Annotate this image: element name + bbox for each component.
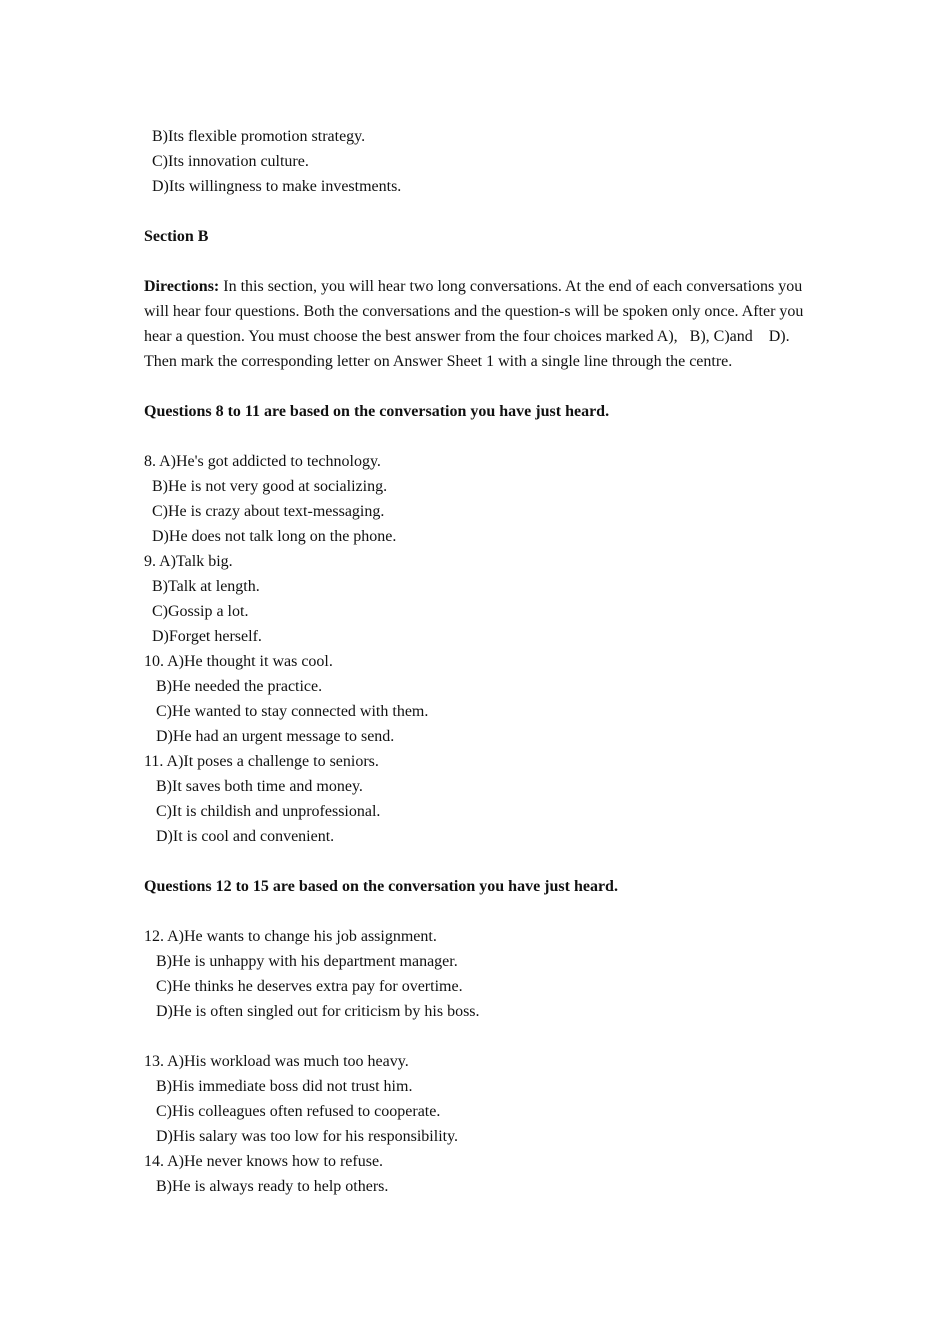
option-line: C)He wanted to stay connected with them. [156, 703, 429, 720]
option-line: D)Its willingness to make investments. [152, 178, 402, 195]
document-page [144, 124, 824, 1199]
directions-text: In this section, you will hear two long conversations. At the end of each conversations you will hear four questions. Both the conversations and the question-s will be spoken only once. After you hear a question. You must choose the best answer from the four choices marked A), B), C)and D). Then mark the corresponding letter on Answer Sheet 1 with a single line through the centre. [144, 278, 804, 370]
option-line: D)He does not talk long on the phone. [152, 528, 397, 545]
question-line: 11. A)It poses a challenge to seniors. [144, 753, 379, 770]
option-line: C)He is crazy about text-messaging. [152, 503, 385, 520]
question-line: 12. A)He wants to change his job assignment. [144, 928, 437, 945]
option-line: D)His salary was too low for his responsibility. [156, 1128, 459, 1145]
question-line: 10. A)He thought it was cool. [144, 653, 333, 670]
question-line: 8. A)He's got addicted to technology. [144, 453, 381, 470]
question-line: 13. A)His workload was much too heavy. [144, 1053, 409, 1070]
section-title: Section B [144, 228, 209, 245]
option-line: B)He needed the practice. [156, 678, 323, 695]
option-line: D)It is cool and convenient. [156, 828, 335, 845]
option-line: C)It is childish and unprofessional. [156, 803, 381, 820]
option-line: C)He thinks he deserves extra pay for overtime. [156, 978, 463, 995]
directions-paragraph [144, 274, 824, 374]
option-line: B)He is unhappy with his department manager. [156, 953, 458, 970]
option-line: B)His immediate boss did not trust him. [156, 1078, 413, 1095]
option-line: C)His colleagues often refused to cooperate. [156, 1103, 441, 1120]
option-line: D)He is often singled out for criticism by his boss. [156, 1003, 480, 1020]
option-line: B)He is always ready to help others. [156, 1178, 389, 1195]
option-line: B)He is not very good at socializing. [152, 478, 388, 495]
option-line: D)Forget herself. [152, 628, 262, 645]
option-line: C)Its innovation culture. [152, 153, 309, 170]
question-group-heading: Questions 12 to 15 are based on the conversation you have just heard. [144, 878, 618, 895]
question-line: 9. A)Talk big. [144, 553, 233, 570]
question-line: 14. A)He never knows how to refuse. [144, 1153, 384, 1170]
question-group-heading: Questions 8 to 11 are based on the conversation you have just heard. [144, 403, 610, 420]
directions-label: Directions: [144, 278, 220, 295]
option-line: B)It saves both time and money. [156, 778, 363, 795]
option-line: C)Gossip a lot. [152, 603, 249, 620]
option-line: D)He had an urgent message to send. [156, 728, 395, 745]
option-line: B)Its flexible promotion strategy. [152, 128, 366, 145]
option-line: B)Talk at length. [152, 578, 260, 595]
